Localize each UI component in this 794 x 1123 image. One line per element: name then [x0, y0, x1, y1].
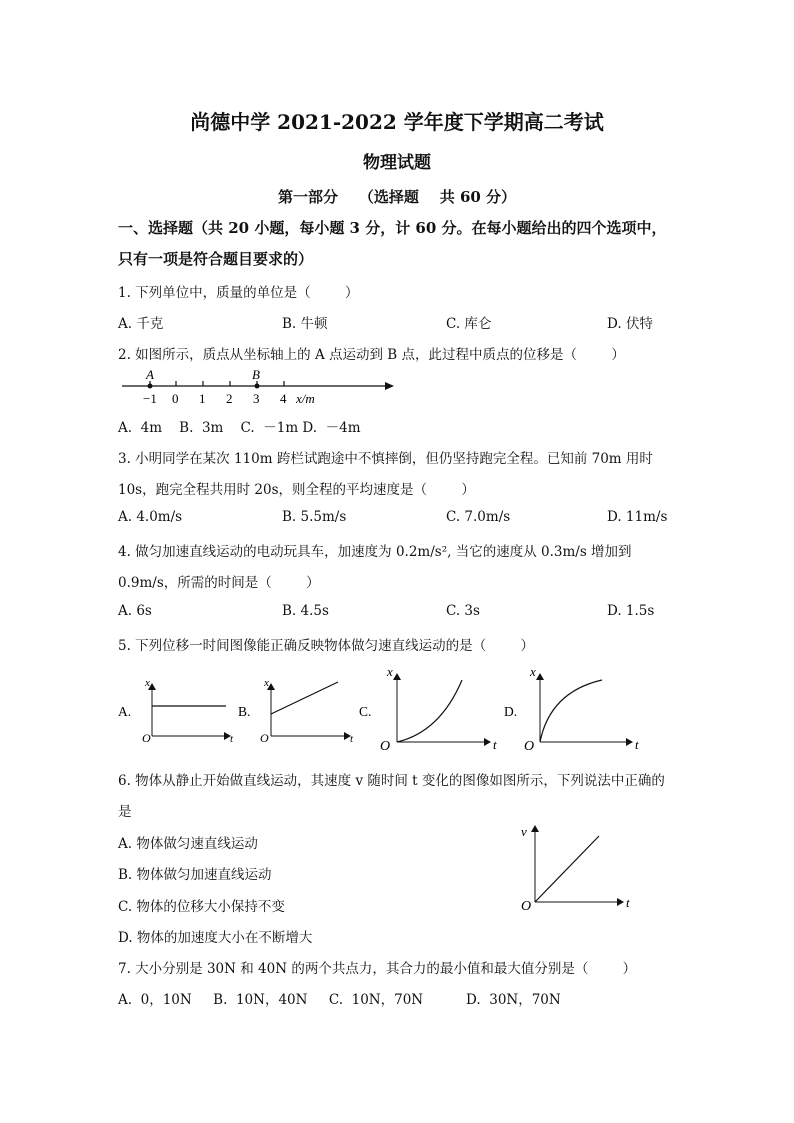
tick-label: 4	[280, 391, 287, 406]
tick-label: 0	[172, 391, 179, 406]
part-heading: 第一部分 （选择题 共 60 分）	[277, 188, 517, 206]
q2-stem: 2. 如图所示，质点从坐标轴上的 A 点运动到 B 点，此过程中质点的位移是（ ）	[118, 347, 625, 363]
graph-d-axis-t: t	[635, 737, 639, 752]
graph-a-axis-x: x	[145, 677, 150, 689]
q2-number-line	[118, 366, 398, 408]
point-b-label: B	[252, 367, 260, 382]
q6-vt-graph	[515, 820, 645, 916]
section-instructions-line1: 一、选择题（共 20 小题，每小题 3 分，计 60 分。在每小题给出的四个选项中，	[118, 219, 667, 237]
q1-option-d: D. 伏特	[607, 316, 653, 332]
tick-label: −1	[143, 391, 157, 406]
graph-c-axis-x: x	[387, 664, 393, 679]
q4-option-b: B. 4.5s	[282, 603, 329, 619]
graph-c-curve	[397, 680, 462, 742]
q6-option-b: B. 物体做匀加速直线运动	[118, 867, 272, 883]
graph-b-label: B.	[238, 704, 251, 719]
q2-options: A. 4m B. 3m C. －1m D. －4m	[118, 420, 361, 436]
graph-a-axis-t: t	[230, 733, 234, 745]
point-a-dot	[148, 384, 153, 389]
graph-c-axis-t: t	[493, 737, 497, 752]
graph-d-origin: O	[524, 739, 535, 754]
q3-option-c: C. 7.0m/s	[446, 509, 511, 525]
q4-stem-line2: 0.9m/s，所需的时间是（ ）	[118, 575, 320, 591]
q5-graphs	[110, 662, 670, 756]
graph-b-axis-t: t	[350, 733, 354, 745]
q1-option-c: C. 库仑	[446, 316, 492, 332]
exam-title: 尚德中学 2021-2022 学年度下学期高二考试	[190, 110, 604, 134]
graph-d-axis-x: x	[530, 664, 536, 679]
q3-option-a: A. 4.0m/s	[118, 509, 183, 525]
exam-subtitle: 物理试题	[363, 153, 431, 173]
q4-option-d: D. 1.5s	[607, 603, 655, 619]
q6-option-d: D. 物体的加速度大小在不断增大	[118, 930, 313, 946]
tick-label: 3	[253, 391, 260, 406]
q3-stem-line2: 10s，跑完全程共用时 20s，则全程的平均速度是（ ）	[118, 482, 475, 498]
q6-option-a: A. 物体做匀速直线运动	[118, 836, 258, 852]
graph-a-label: A.	[118, 704, 132, 719]
tick-label: 2	[226, 391, 233, 406]
q1-option-a: A. 千克	[118, 316, 164, 332]
q7-stem: 7. 大小分别是 30N 和 40N 的两个共点力，其合力的最小值和最大值分别是（ ）	[118, 961, 637, 977]
graph-c-label: C.	[359, 704, 372, 719]
q3-stem-line1: 3. 小明同学在某次 110m 跨栏试跑途中不慎摔倒，但仍坚持跑完全程。已知前 70m 用时	[118, 451, 653, 467]
graph-a-origin: O	[142, 731, 151, 745]
q5-stem: 5. 下列位移一时间图像能正确反映物体做匀速直线运动的是（ ）	[118, 638, 535, 654]
q6-stem-line1: 6. 物体从静止开始做直线运动，其速度 v 随时间 t 变化的图像如图所示，下列说法中正确的	[118, 773, 665, 789]
q6-stem-line2: 是	[118, 804, 132, 820]
q6-origin: O	[521, 899, 532, 914]
graph-c-origin: O	[380, 739, 391, 754]
graph-b-line	[271, 682, 338, 714]
q1-stem: 1. 下列单位中，质量的单位是（ ）	[118, 285, 359, 301]
q3-option-b: B. 5.5m/s	[282, 509, 347, 525]
q6-vt-line	[535, 836, 599, 902]
graph-d	[524, 664, 639, 754]
point-b-dot	[255, 384, 260, 389]
graph-d-curve	[540, 680, 602, 742]
graph-d-label: D.	[504, 704, 518, 719]
q4-stem-line1: 4. 做匀加速直线运动的电动玩具车，加速度为 0.2m/s², 当它的速度从 0.3m/s 增加到	[118, 544, 632, 560]
section-instructions-line2: 只有一项是符合题目要求的）	[118, 250, 314, 268]
graph-b-axis-x: x	[264, 677, 269, 689]
q6-axis-t: t	[626, 895, 630, 910]
q3-option-d: D. 11m/s	[607, 509, 668, 525]
q1-option-b: B. 牛顿	[282, 316, 328, 332]
graph-c	[380, 664, 497, 754]
q6-axis-v: v	[521, 824, 527, 839]
graph-b	[260, 677, 354, 745]
q4-option-c: C. 3s	[446, 603, 480, 619]
graph-a	[142, 677, 234, 745]
q4-option-a: A. 6s	[118, 603, 152, 619]
tick-label: 1	[199, 391, 206, 406]
axis-unit-label: x/m	[296, 391, 315, 406]
point-a-label: A	[146, 367, 154, 382]
graph-b-origin: O	[260, 731, 269, 745]
q7-options: A. 0，10N B. 10N，40N C. 10N，70N D. 30N，70N	[118, 992, 561, 1008]
q6-option-c: C. 物体的位移大小保持不变	[118, 899, 285, 915]
